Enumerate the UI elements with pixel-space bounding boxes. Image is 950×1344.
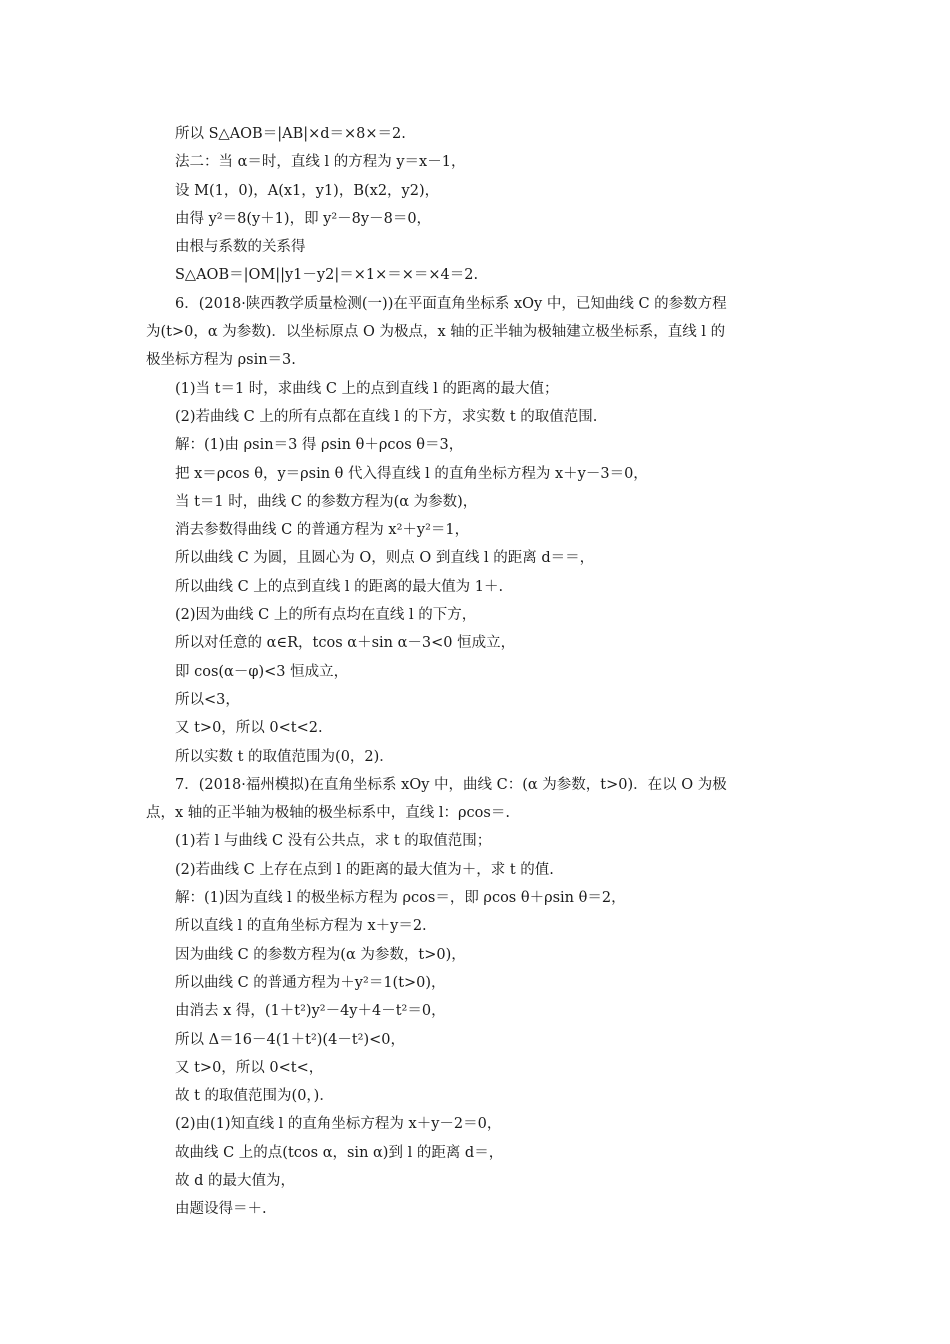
text-line: 又 t>0，所以 0<t<2. (175, 720, 323, 737)
text-line: (2)由(1)知直线 l 的直角坐标方程为 x＋y－2＝0， (175, 1116, 502, 1133)
text-line: 所以曲线 C 为圆，且圆心为 O，则点 O 到直线 l 的距离 d＝＝， (175, 550, 595, 567)
text-line: 由得 y²＝8(y＋1)，即 y²－8y－8＝0， (175, 210, 432, 227)
text-line: 因为曲线 C 的参数方程为(α 为参数，t>0)， (175, 946, 466, 963)
text-line: 所以曲线 C 上的点到直线 l 的距离的最大值为 1＋. (175, 578, 504, 595)
text-line: 法二：当 α＝时，直线 l 的方程为 y＝x－1， (175, 154, 466, 171)
text-line: 解：(1)因为直线 l 的极坐标方程为 ρcos＝，即 ρcos θ＋ρsin θ＝2， (175, 890, 626, 907)
text-line: (1)若 l 与曲线 C 没有公共点，求 t 的取值范围； (175, 833, 492, 850)
document-body (146, 120, 826, 1224)
text-line: 所以<3， (175, 691, 240, 708)
text-line: 由消去 x 得，(1＋t²)y²－4y＋4－t²＝0， (175, 1003, 446, 1020)
text-line: 所以 S△AOB＝|AB|×d＝×8×＝2. (175, 126, 406, 142)
text-line: 所以对任意的 α∈R，tcos α＋sin α－3<0 恒成立， (175, 635, 516, 652)
text-line: 所以实数 t 的取值范围为(0，2)． (175, 748, 394, 765)
text-line: 当 t＝1 时，曲线 C 的参数方程为(α 为参数)， (175, 493, 478, 510)
text-line: 为(t>0，α 为参数)．以坐标原点 O 为极点，x 轴的正半轴为极轴建立极坐标系，直线 l 的 (146, 324, 726, 341)
text-line: (1)当 t＝1 时，求曲线 C 上的点到直线 l 的距离的最大值； (175, 380, 559, 397)
text-line: 7．(2018·福州模拟)在直角坐标系 xOy 中，曲线 C：(α 为参数，t>0)．在以 O 为极 (175, 776, 727, 793)
text-line: 所以 Δ＝16－4(1＋t²)(4－t²)<0， (175, 1031, 405, 1048)
text-line: 故曲线 C 上的点(tcos α，sin α)到 l 的距离 d＝， (175, 1144, 504, 1161)
text-line: 由根与系数的关系得 (175, 239, 306, 256)
text-line: 把 x＝ρcos θ，y＝ρsin θ 代入得直线 l 的直角坐标方程为 x＋y－3＝0， (175, 465, 648, 482)
text-line: 设 M(1，0)，A(x1，y1)，B(x2，y2)， (175, 182, 440, 199)
text-line: 又 t>0，所以 0<t<， (175, 1059, 324, 1076)
text-line: (2)若曲线 C 上的所有点都在直线 l 的下方，求实数 t 的取值范围. (175, 408, 598, 425)
text-line: 所以直线 l 的直角坐标方程为 x＋y＝2. (175, 918, 427, 935)
text-line: 故 d 的最大值为， (175, 1172, 295, 1189)
text-line: 6．(2018·陕西教学质量检测(一))在平面直角坐标系 xOy 中，已知曲线 C 的参数方程 (175, 295, 727, 312)
text-line: S△AOB＝|OM||y1－y2|＝×1×＝×＝×4＝2. (175, 267, 479, 284)
text-line: 所以曲线 C 的普通方程为＋y²＝1(t>0)， (175, 974, 446, 991)
text-line: 极坐标方程为 ρsin＝3. (146, 352, 296, 369)
text-line: 解：(1)由 ρsin＝3 得 ρsin θ＋ρcos θ＝3， (175, 437, 464, 454)
text-line: (2)若曲线 C 上存在点到 l 的距离的最大值为＋，求 t 的值. (175, 861, 554, 878)
text-line: 消去参数得曲线 C 的普通方程为 x²＋y²＝1， (175, 522, 470, 539)
text-line: (2)因为曲线 C 上的所有点均在直线 l 的下方， (175, 607, 477, 624)
text-line: 点，x 轴的正半轴为极轴的极坐标系中，直线 l：ρcos＝. (146, 805, 510, 822)
text-line: 故 t 的取值范围为(0，)． (175, 1088, 334, 1105)
text-line: 由题设得＝＋. (175, 1201, 267, 1218)
text-line: 即 cos(α－φ)<3 恒成立， (175, 663, 349, 680)
